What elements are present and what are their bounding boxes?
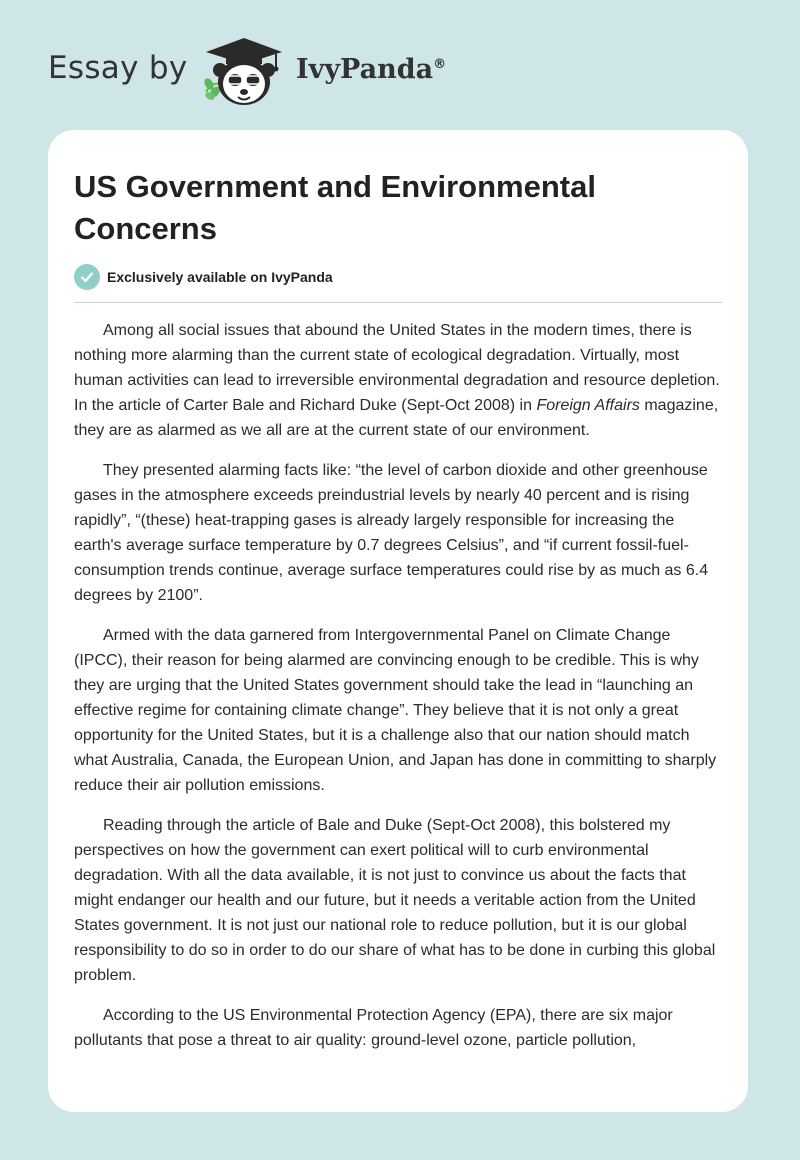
magazine-title: Foreign Affairs (536, 397, 640, 414)
site-header (0, 0, 800, 130)
essay-by-label: Essay by (48, 50, 188, 86)
divider (74, 302, 722, 303)
exclusive-badge (74, 263, 333, 291)
registered-mark: ® (433, 57, 447, 72)
panda-graduate-icon[interactable] (198, 34, 290, 108)
paragraph: According to the US Environmental Protection Agency (EPA), there are six major pollutants that pose a threat to air quality: ground-level ozone, particle pollution, (74, 1007, 673, 1049)
paragraph: They presented alarming facts like: “the level of carbon dioxide and other greenhouse gases in the atmosphere exceeds preindustrial levels by nearly 40 percent and is rising rapidly”, “(these) heat-trapping gases is already largely responsible for increasing the earth's average surface temperature by 0.7 degrees Celsius”, and “if current fossil-fuel-consumption trends continue, average surface temperatures could rise by as much as 6.4 degrees by 2100”. (74, 462, 709, 604)
paragraph: Armed with the data garnered from Intergovernmental Panel on Climate Change (IPCC), their reason for being alarmed are convincing enough to be credible. This is why they are urging that the United States government should take the lead in “launching an effective regime for containing climate change”. They believe that it is not only a great opportunity for the United States, but it is a challenge also that our nation should match what Australia, Canada, the European Union, and Japan has done in committing to sharply reduce their air pollution emissions. (74, 627, 717, 794)
essay-card (48, 130, 748, 1112)
brand-name[interactable]: IvyPanda® (296, 54, 447, 85)
check-circle-icon (74, 264, 100, 290)
paragraph: Among all social issues that abound the United States in the modern times, there is nothing more alarming than the current state of ecological degradation. Virtually, most human activities can lead to irreversible environmental degradation and resource depletion. In the article of Carter Bale and Richard Duke (Sept-Oct 2008) in Foreign Affairs magazine, they are as alarmed as we all are at the current state of our environment. (74, 322, 720, 439)
badge-label: Exclusively available on IvyPanda (107, 269, 333, 285)
page-title: US Government and Environmental Concerns (74, 169, 596, 246)
essay-body (74, 318, 726, 1068)
paragraph: Reading through the article of Bale and Duke (Sept-Oct 2008), this bolstered my perspectives on how the government can exert political will to curb environmental degradation. With all the data available, it is not just to convince us about the facts that might endanger our health and our future, but it needs a veritable action from the United States government. It is not just our national role to reduce pollution, but it is our global responsibility to do so in order to do our share of what has to be done in curbing this global problem. (74, 817, 716, 984)
